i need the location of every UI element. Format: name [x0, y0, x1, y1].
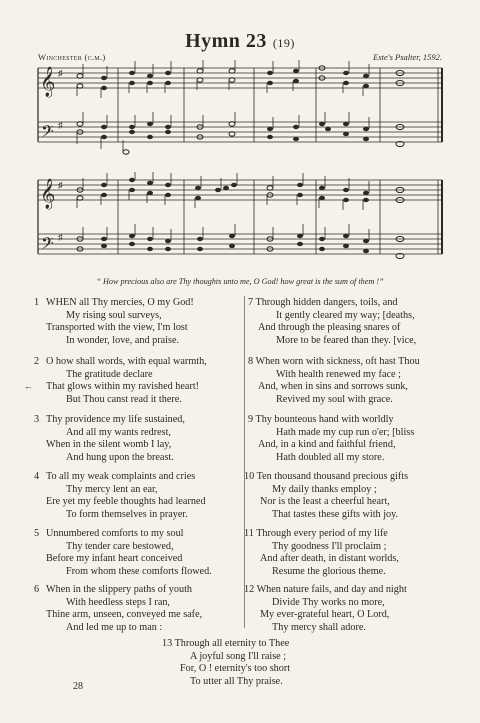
verse-line: And through the pleasing snares of: [258, 322, 401, 334]
verse-line: More to be feared than they. [vice,: [276, 335, 417, 347]
verse-number: 6: [34, 584, 40, 595]
verse-line: And after death, in distant worlds,: [260, 553, 399, 565]
verse-number: 2: [34, 356, 40, 367]
music-system-1: [0, 60, 480, 160]
verse-line: Ere yet my feeble thoughts had learned: [46, 496, 206, 508]
svg-text:♯: ♯: [58, 232, 63, 242]
verse-line: Through hidden dangers, toils, and: [255, 297, 398, 308]
verse-6: [34, 584, 244, 635]
verse-line: With heedless steps I ran,: [66, 596, 170, 608]
verse-line: Unnumbered comforts to my soul: [46, 528, 184, 539]
page-number: 28: [73, 681, 83, 692]
verse-11: [244, 528, 450, 579]
svg-text:♯: ♯: [58, 180, 63, 190]
verse-line: Hath made my cup run o'er; [bliss: [276, 426, 415, 438]
verse-number: 1: [34, 297, 40, 308]
svg-text:𝄞: 𝄞: [40, 179, 56, 208]
verse-line: Thy goodness I'll proclaim ;: [272, 540, 387, 552]
verse-line: To all my weak complaints and cries: [46, 471, 196, 482]
verse-line: When in the slippery paths of youth: [46, 584, 192, 595]
verse-line: The gratitude declare: [66, 368, 153, 380]
verse-number: 10: [244, 471, 255, 482]
svg-text:𝄢: 𝄢: [41, 235, 54, 257]
verse-number: 7: [248, 297, 254, 308]
svg-text:𝄞: 𝄞: [40, 67, 56, 96]
tune-name: Winchester (c.m.): [38, 52, 106, 62]
verse-line: Ten thousand thousand precious gifts: [256, 471, 409, 482]
verse-12: [244, 584, 450, 635]
verse-8: [248, 356, 448, 407]
verse-line: Thy tender care bestowed,: [66, 540, 174, 552]
verse-line: Hath doubled all my store.: [276, 452, 385, 464]
verse-line: My daily thanks employ ;: [272, 483, 377, 495]
verse-line: Divide Thy works no more,: [272, 596, 385, 608]
verse-line: Transported with the view, I'm lost: [46, 322, 188, 334]
svg-text:𝄢: 𝄢: [41, 123, 54, 145]
verse-number: 3: [34, 414, 40, 425]
verse-line: My rising soul surveys,: [66, 309, 162, 321]
verse-line: To utter all Thy praise.: [190, 676, 283, 688]
hymn-title: [0, 30, 480, 53]
verse-line: Thy mercy shall adore.: [272, 622, 366, 634]
verse-line: O how shall words, with equal warmth,: [46, 356, 207, 367]
verse-number: 8: [248, 356, 254, 367]
verse-line: Thy mercy lent an ear,: [66, 483, 158, 495]
verse-number: 11: [244, 528, 254, 539]
verse-10: [244, 471, 450, 522]
verse-line: Before my infant heart conceived: [46, 553, 183, 565]
verse-number: 13: [162, 638, 173, 649]
verse-line: WHEN all Thy mercies, O my God!: [46, 297, 194, 308]
verse-line: That glows within my ravished heart!: [46, 381, 200, 393]
verse-line: Through every period of my life: [256, 528, 388, 539]
hymn-number: (19): [272, 36, 295, 50]
svg-text:♯: ♯: [58, 68, 63, 78]
verse-line: When in the silent womb I lay,: [46, 439, 172, 451]
verse-line: Nor is the least a cheerful heart,: [260, 496, 390, 508]
verse-line: That tastes these gifts with joy.: [272, 509, 399, 521]
margin-arrow-icon: ←: [24, 381, 33, 391]
verse-line: Through all eternity to Thee: [174, 638, 290, 649]
verse-line: And, in a kind and faithful friend,: [258, 439, 396, 451]
verse-4: [34, 471, 244, 522]
verse-1: [34, 297, 244, 348]
verse-line: For, O ! eternity's too short: [180, 663, 291, 675]
verse-line: Thine arm, unseen, conveyed me safe,: [46, 609, 203, 621]
verse-line: A joyful song I'll raise ;: [190, 650, 287, 662]
verse-line: When worn with sickness, oft hast Thou: [255, 356, 420, 367]
verse-2: [34, 356, 244, 407]
verse-line: My ever-grateful heart, O Lord,: [260, 609, 390, 621]
svg-text:♯: ♯: [58, 120, 63, 130]
verse-line: Revived my soul with grace.: [276, 394, 393, 406]
verse-number: 12: [244, 584, 255, 595]
verse-line: And, when in sins and sorrows sunk,: [258, 381, 408, 393]
music-system-2: [0, 172, 480, 272]
verse-line: Thy bounteous hand with worldly: [255, 414, 394, 425]
verse-7: [248, 297, 448, 348]
scripture-quote: “ How precious also are Thy thoughts unto me, O God! how great is the sum of them !”: [96, 277, 384, 286]
verse-line: Resume the glorious theme.: [272, 566, 386, 578]
verse-number: 9: [248, 414, 254, 425]
verse-line: Thy providence my life sustained,: [46, 414, 185, 425]
verse-line: And all my wants redrest,: [66, 426, 171, 438]
verse-number: 4: [34, 471, 40, 482]
verse-3: [34, 414, 244, 465]
verse-line: From whom these comforts flowed.: [66, 566, 212, 578]
verse-line: And led me up to man :: [66, 622, 163, 634]
tune-source: Este's Psalter, 1592.: [373, 52, 442, 62]
verse-line: And hung upon the breast.: [66, 452, 174, 464]
verse-line: But Thou canst read it there.: [66, 394, 182, 406]
verse-line: When nature fails, and day and night: [256, 584, 407, 595]
verse-line: It gently cleared my way; [deaths,: [276, 309, 415, 321]
verse-9: [248, 414, 448, 465]
verse-5: [34, 528, 244, 579]
verse-line: With health renewed my face ;: [276, 368, 401, 380]
verse-number: 5: [34, 528, 40, 539]
verse-line: In wonder, love, and praise.: [66, 335, 180, 347]
hymn-title-text: Hymn 23: [185, 30, 267, 52]
verse-13: [162, 638, 362, 689]
verse-line: To form themselves in prayer.: [66, 509, 188, 521]
